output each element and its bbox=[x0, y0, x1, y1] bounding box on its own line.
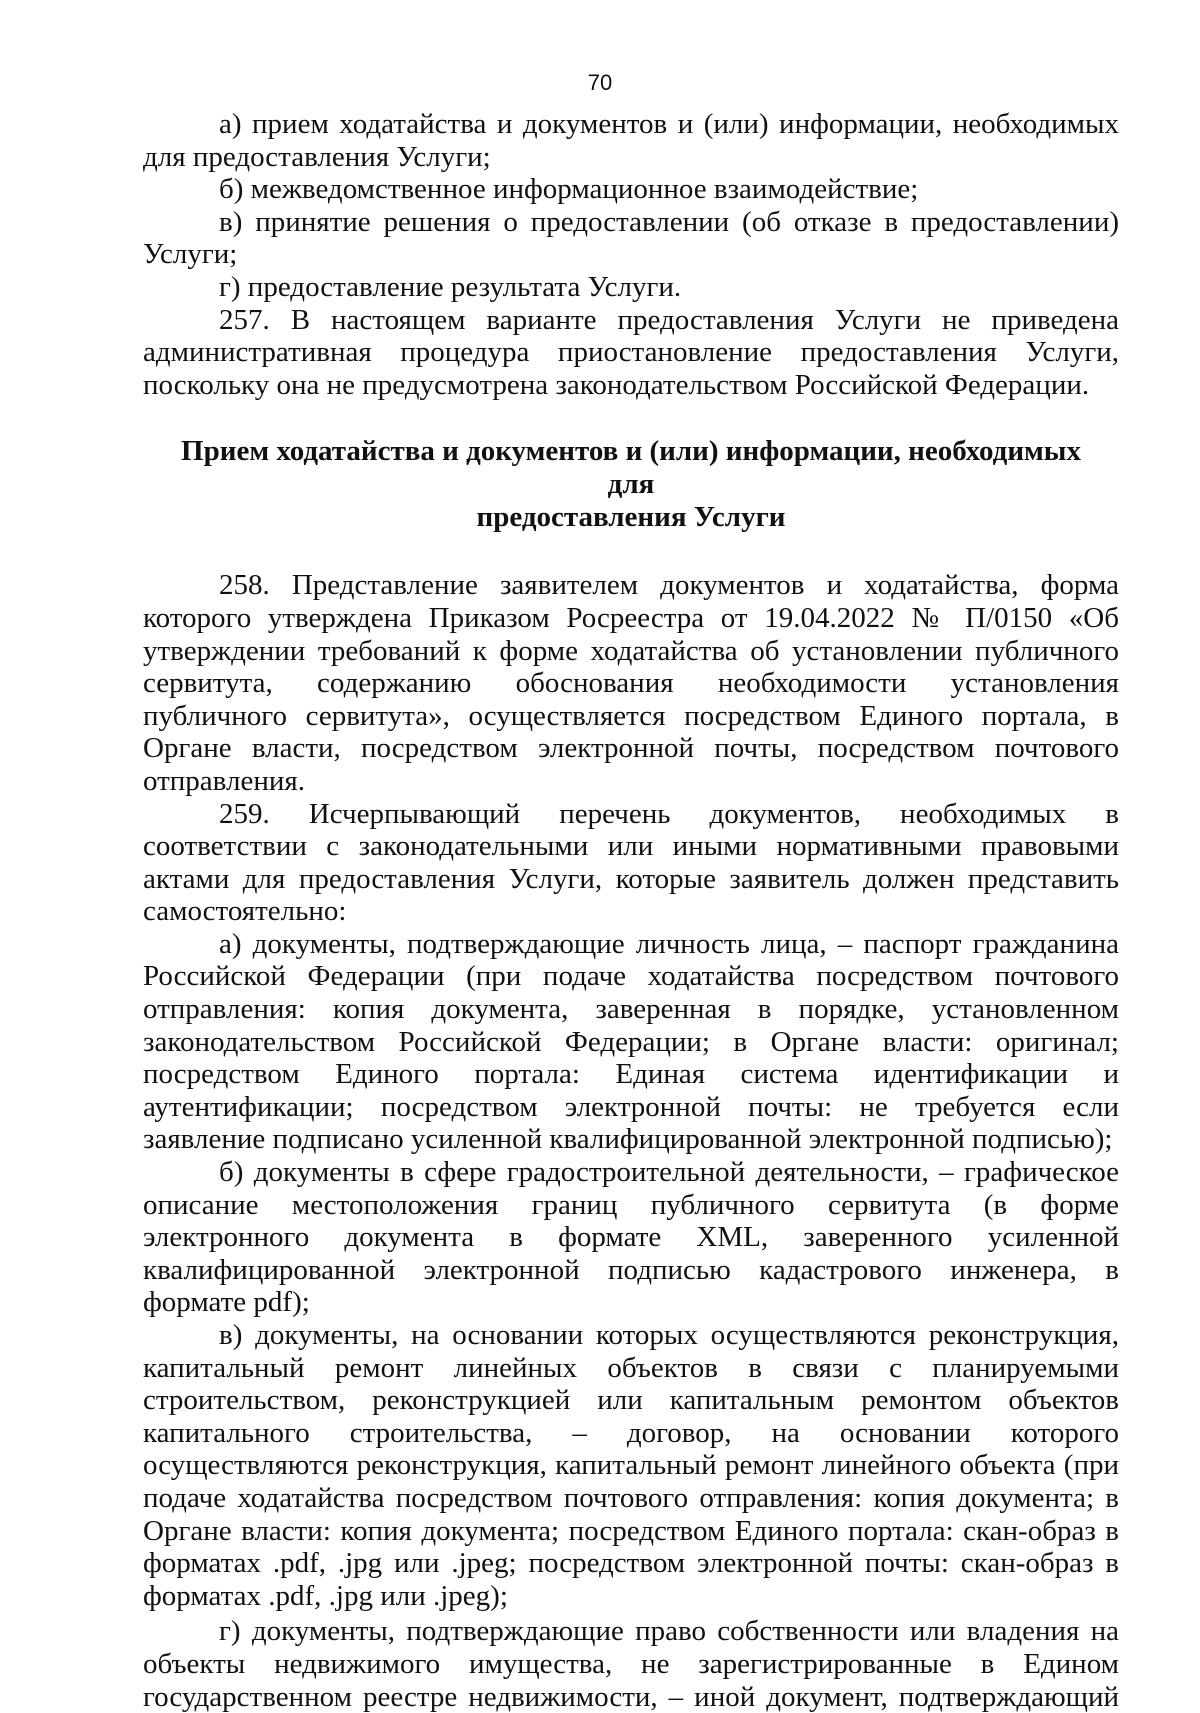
list-item-259-g: г) документы, подтверждающие право собственности или владения на объекты недвижимого имущества, не зарегистрированные в Едином государственном реестре недвижимости, – иной документ, подтверждающий bbox=[143, 1615, 1119, 1713]
list-item-a: а) прием ходатайства и документов и (или) информации, необходимых для предоставления Услуги; bbox=[143, 108, 1119, 173]
list-item-v: в) принятие решения о предоставлении (об отказе в предоставлении) Услуги; bbox=[143, 205, 1119, 271]
list-item-g: г) предоставление результата Услуги. bbox=[219, 270, 682, 303]
section-heading bbox=[173, 435, 1089, 534]
list-item-b: б) межведомственное информационное взаимодействие; bbox=[219, 173, 919, 206]
page-number: 70 bbox=[587, 70, 613, 95]
list-item-259-a: а) документы, подтверждающие личность лица, – паспорт гражданина Российской Федерации (при подаче ходатайства посредством почтового отправления: копия документа, заверенная в порядке, установленном законодательством Российской Федерации; в Органе власти: оригинал; посредством Единого портала: Единая система идентификации и аутентификации; посредством электронной почты: не требуется если заявление подписано усиленной квалифицированной электронной подписью); bbox=[143, 927, 1119, 1156]
section-heading-line-2: предоставления Услуги bbox=[476, 501, 786, 534]
document-body bbox=[143, 108, 1119, 1713]
paragraph-258: 258. Представление заявителем документов и ходатайства, форма которого утверждена Приказом Росреестра от 19.04.2022 № П/0150 «Об утверждении требований к форме ходатайства об установлении публичного сервитута, содержанию обоснования необходимости установления публичного сервитута», осуществляется посредством Единого портала, в Органе власти, посредством электронной почты, посредством почтового отправления. bbox=[143, 569, 1119, 797]
list-item-259-v: в) документы, на основании которых осуществляются реконструкция, капитальный ремонт линейных объектов в связи с планируемыми строительством, реконструкцией или капитальным ремонтом объектов капитального строительства, – договор, на основании которого осуществляются реконструкция, капитальный ремонт линейного объекта (при подаче ходатайства посредством почтового отправления: копия документа; в Органе власти: копия документа; посредством Единого портала: скан-образ в форматах .pdf, .jpg или .jpeg; посредством электронной почты: скан-образ в форматах .pdf, .jpg или .jpeg); bbox=[143, 1319, 1119, 1612]
paragraph-259: 259. Исчерпывающий перечень документов, необходимых в соответствии с законодательными или иными нормативными правовыми актами для предоставления Услуги, которые заявитель должен представить самостоятельно: bbox=[143, 797, 1119, 928]
paragraph-257: 257. В настоящем варианте предоставления Услуги не приведена административная процедура приостановление предоставления Услуги, поскольку она не предусмотрена законодательством Российской Федерации. bbox=[143, 303, 1119, 401]
section-heading-line-1: Прием ходатайства и документов и (или) информации, необходимых для bbox=[181, 435, 1081, 501]
list-item-259-b: б) документы в сфере градостроительной деятельности, – графическое описание местоположения границ публичного сервитута (в форме электронного документа в формате XML, заверенного усиленной квалифицированной электронной подписью кадастрового инженера, в формате pdf); bbox=[143, 1156, 1119, 1319]
